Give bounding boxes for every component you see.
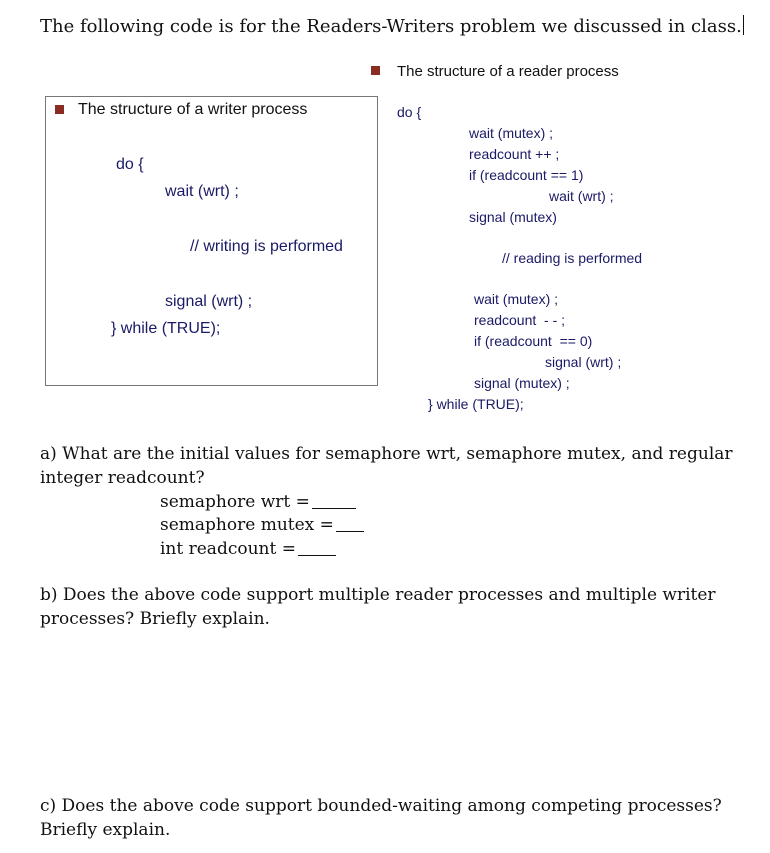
answer-field-mutex[interactable] [160,515,364,535]
question-a-text: a) What are the initial values for semaphore wrt, semaphore mutex, and regular [40,444,733,464]
reader-code-line: readcount ++ ; [469,146,560,162]
field-label: int readcount = [160,539,296,559]
question-a-text: integer readcount? [40,468,205,488]
reader-code-line: wait (mutex) ; [474,291,559,307]
reader-header: The structure of a reader process [397,63,619,80]
text-cursor [743,15,744,35]
reader-code-line: wait (mutex) ; [469,125,554,141]
field-label: semaphore mutex = [160,515,334,535]
reader-code-line: do { [397,104,422,120]
reader-code-line: readcount - - ; [474,312,566,328]
writer-code-line: signal (wrt) ; [165,293,253,310]
field-label: semaphore wrt = [160,492,310,512]
intro-text [40,15,744,37]
answer-field-wrt[interactable] [160,492,356,512]
reader-code-line: signal (mutex) ; [474,375,570,391]
answer-field-readcount[interactable] [160,539,336,559]
writer-code-line: // writing is performed [190,238,343,255]
intro-label: The following code is for the Readers-Writers problem we discussed in class. [40,16,742,37]
reader-code-line: signal (wrt) ; [545,354,622,370]
reader-code-line: signal (mutex) [469,209,557,225]
writer-code-line: do { [116,156,144,173]
reader-code-line: // reading is performed [502,250,643,266]
writer-code-line: } while (TRUE); [111,320,221,337]
bullet-icon [55,105,64,114]
question-b-text: processes? Briefly explain. [40,609,270,629]
question-b-text: b) Does the above code support multiple reader processes and multiple writer [40,585,716,605]
question-c-text: Briefly explain. [40,820,171,840]
reader-code-line: } while (TRUE); [428,396,524,412]
answer-blank[interactable] [298,541,336,556]
writer-code-line: wait (wrt) ; [165,183,239,200]
answer-blank[interactable] [312,494,356,509]
answer-blank[interactable] [336,517,364,532]
question-c-text: c) Does the above code support bounded-waiting among competing processes? [40,796,722,816]
reader-code-line: wait (wrt) ; [549,188,614,204]
bullet-icon [371,66,380,75]
reader-code-line: if (readcount == 0) [474,333,593,349]
writer-header: The structure of a writer process [78,101,308,118]
reader-code-line: if (readcount == 1) [469,167,584,183]
